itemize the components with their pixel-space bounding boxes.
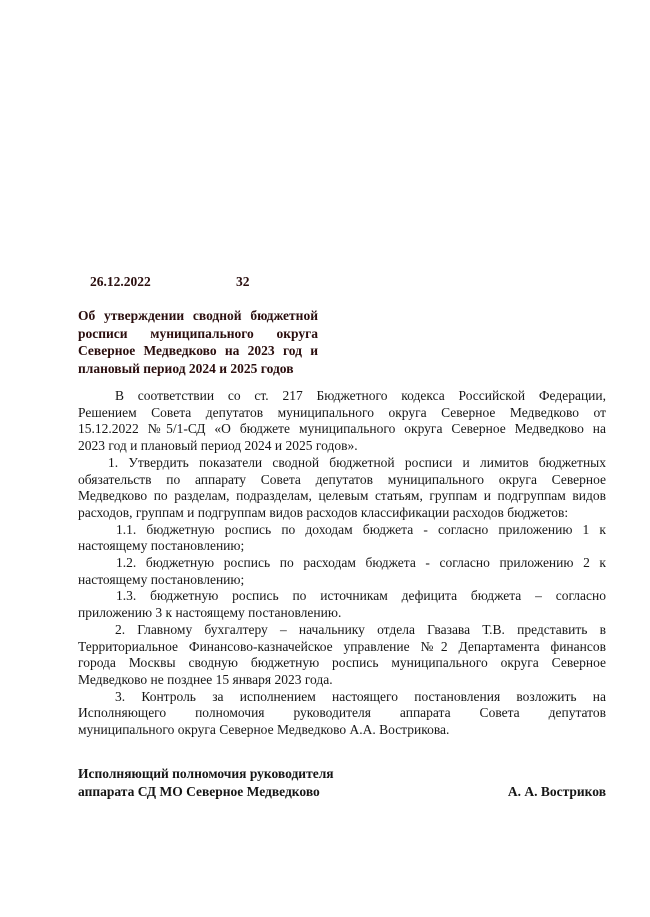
title-line: Об утверждении сводной бюджетной xyxy=(78,308,318,323)
body-line: 2023 год и плановый период 2024 и 2025 годов». xyxy=(78,438,358,454)
signer-position-line: аппарата СД МО Северное Медведково xyxy=(78,783,320,799)
document-title xyxy=(78,307,318,377)
body-line: Медведково не позднее 15 января 2023 года. xyxy=(78,671,333,687)
body-line: расходов, группам и подгруппам видов расходов классификации расходов бюджетов: xyxy=(78,504,569,520)
title-line: плановый период 2024 и 2025 годов xyxy=(78,360,294,376)
body-line: Решением Совета депутатов муниципального округа Северное Медведково от xyxy=(78,404,606,420)
body-line: 1.3. бюджетную роспись по источникам дефицита бюджета – согласно xyxy=(116,588,606,604)
body-line: города Москвы сводную бюджетную роспись муниципального округа Северное xyxy=(78,655,606,671)
body-line: В соответствии со ст. 217 Бюджетного кодекса Российской Федерации, xyxy=(115,388,606,403)
body-line: Медведково по разделам, подразделам, целевым статьям, группам и подгруппам видов xyxy=(78,488,606,504)
body-line: 1.2. бюджетную роспись по расходам бюджета - согласно приложению 2 к xyxy=(116,555,606,571)
signature-block xyxy=(78,765,606,800)
body-line: 1.1. бюджетную роспись по доходам бюджета - согласно приложению 1 к xyxy=(116,521,606,537)
body-line: муниципального округа Северное Медведково А.А. Вострикова. xyxy=(78,722,450,738)
body-line: 15.12.2022 №5/1-СД «О бюджете муниципального округа Северное Медведково на xyxy=(78,421,606,437)
document-date: 26.12.2022 xyxy=(90,274,151,289)
body-line: 3. Контроль за исполнением настоящего постановления возложить на xyxy=(115,688,606,704)
body-line: Исполняющего полномочия руководителя аппарата Совета депутатов xyxy=(78,705,606,721)
document-number: 32 xyxy=(236,274,250,289)
title-line: росписи муниципального округа xyxy=(78,325,318,341)
body-line: настоящему постановлению; xyxy=(78,571,245,587)
title-line: Северное Медведково на 2023 год и xyxy=(78,343,318,358)
document-body xyxy=(78,388,606,739)
body-line: Территориальное Финансово-казначейское управление №2 Департамента финансов xyxy=(78,638,606,654)
body-line: приложению 3 к настоящему постановлению. xyxy=(78,605,342,621)
body-line: 1. Утвердить показатели сводной бюджетной росписи и лимитов бюджетных xyxy=(108,454,606,470)
signer-name: А. А. Востриков xyxy=(507,783,606,799)
body-line: 2. Главному бухгалтеру – начальнику отдела Гвазава Т.В. представить в xyxy=(115,621,606,637)
body-line: настоящему постановлению; xyxy=(78,538,245,554)
body-line: обязательств по аппарату Совета депутатов муниципального округа Северное xyxy=(78,471,606,487)
signer-position-line: Исполняющий полномочия руководителя xyxy=(78,766,334,781)
